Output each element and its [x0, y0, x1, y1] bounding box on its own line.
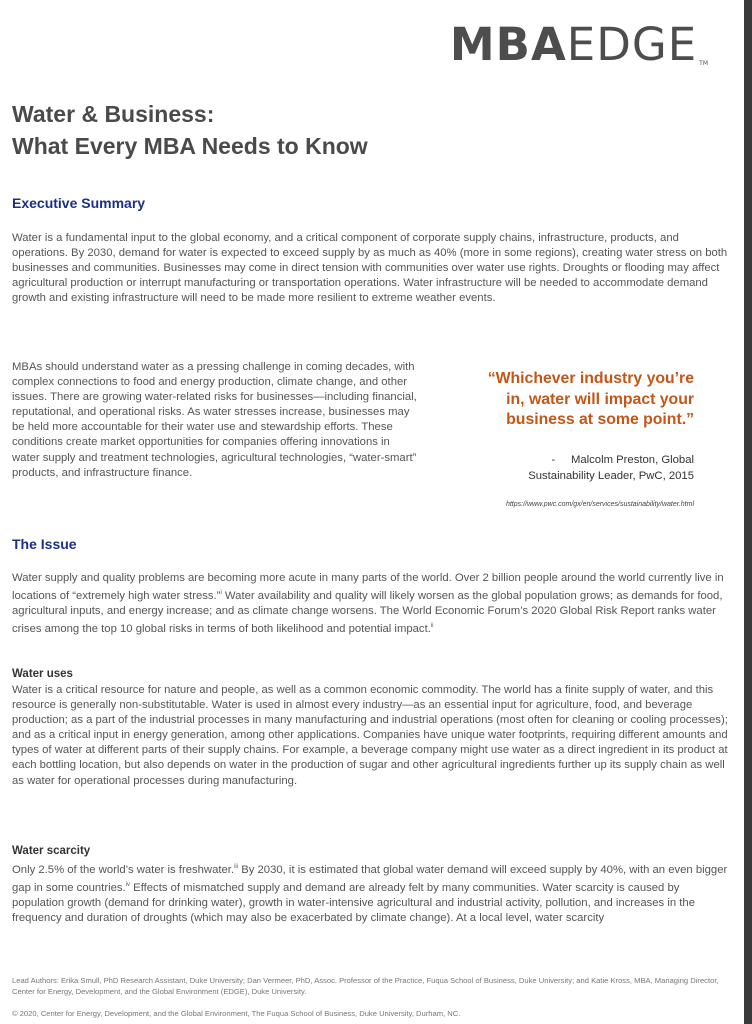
copyright-footer: © 2020, Center for Energy, Development, and the Global Environment, The Fuqua School of Business, Duke University, Durham, NC. [12, 1009, 461, 1018]
quote-attribution: - Malcolm Preston, Global Sustainability Leader, PwC, 2015 [528, 454, 694, 482]
water-uses-paragraph: Water is a critical resource for nature and people, as well as a common economic commodity. The world has a finite supply of water, and this resource is generally non-substitutable. Water is used in almost every industry—as an essential input for agriculture, food, and beverage production; as a part of the industrial processes in many manufacturing and industrial operations (most often for cleaning or cooling processes); and as a critical input in energy generation, among other applications. Companies have unique water footprints, requiring different amounts and types of water at different parts of their supply chains. For example, a beverage company might use water as a direct ingredient in its product at each bottling location, but also depends on water in the production of sugar and other agricultural ingredients further up its supply chain as well as water for operational processes during manufacturing. [12, 684, 728, 787]
mbaedge-logo: MBAEDGE TM [449, 18, 708, 71]
the-issue-heading: The Issue [12, 536, 77, 552]
source-url-link[interactable]: https://www.pwc.com/gx/en/services/sustainability/water.html [505, 501, 694, 508]
executive-summary-paragraph-2: MBAs should understand water as a pressing challenge in coming decades, with complex connections to food and energy production, climate change, and other issues. There are growing water-related risks for businesses—including financial, reputational, and operational risks. As water stresses increase, businesses may be held more accountable for their water use and stewardship efforts. These conditions create market opportunities for companies offering innovations in water supply and treatment technologies, agricultural technologies, “water-smart” products, and infrastructure finance. [12, 361, 417, 479]
footnote-ref: i [220, 590, 222, 597]
footnote-ref: iii [234, 864, 239, 870]
water-scarcity-heading: Water scarcity [12, 845, 91, 857]
executive-summary-paragraph-1: Water is a fundamental input to the global economy, and a critical component of corporate supply chains, infrastructure, products, and operations. By 2030, demand for water is expected to exceed supply by as much as 40% (more in some regions), creating water stress on both businesses and communities. Businesses may come in direct tension with communities over water use rights. Droughts or flooding may affect agricultural production or interrupt manufacturing or transportation operations. Water infrastructure will be needed to accommodate demand growth and existing infrastructure will need to be made more resilient to extreme weather events. [12, 232, 728, 305]
water-uses-heading: Water uses [12, 668, 73, 680]
page-title [12, 98, 368, 162]
the-issue-paragraph: Water supply and quality problems are becoming more acute in many parts of the world. Over 2 billion people around the world currently live in locations of “extremely high water stress.”$^i$ Water availability and quality will likely worsen as the global population grows; as demands for food, agricultural inputs, and energy increase; and as climate change worsens. The World Economic Forum’s 2020 Global Risk Report ranks water crises among the top 10 global risks in terms of both likelihood and potential impact.$^{ii}$ [12, 572, 724, 635]
footnote-ref: ii [430, 623, 434, 630]
water-scarcity-paragraph: Only 2.5% of the world’s water is freshwater.$^{iii}$ By 2030, it is estimated that global water demand will exceed supply by 40%, with an even bigger gap in some countries.$^{iv}$ Effects of mismatched supply and demand are already felt by many communities. Water scarcity is caused by population growth (demand for drinking water), growth in water-intensive agricultural and industrial activity, pollution, and increases in the frequency and duration of droughts (which may also be exacerbated by climate change). At a local level, water scarcity [12, 863, 728, 924]
pull-quote: “Whichever industry you’re in, water will impact your business at some point.” [487, 370, 694, 428]
title-line-2: What Every MBA Needs to Know [12, 133, 368, 159]
executive-summary-heading: Executive Summary [12, 195, 146, 211]
footnote-ref: iv [125, 881, 131, 888]
lead-authors-footer: Lead Authors: Erika Smull, PhD Research Assistant, Duke University; Dan Vermeer, PhD, Assoc. Professor of the Practice, Fuqua School of Business, Duke University; and Katie Kross, MBA, Managing Director, Center for Energy, Development, and the Global Environment (EDGE), Duke University. [12, 976, 719, 996]
title-line-1: Water & Business: [12, 101, 215, 127]
